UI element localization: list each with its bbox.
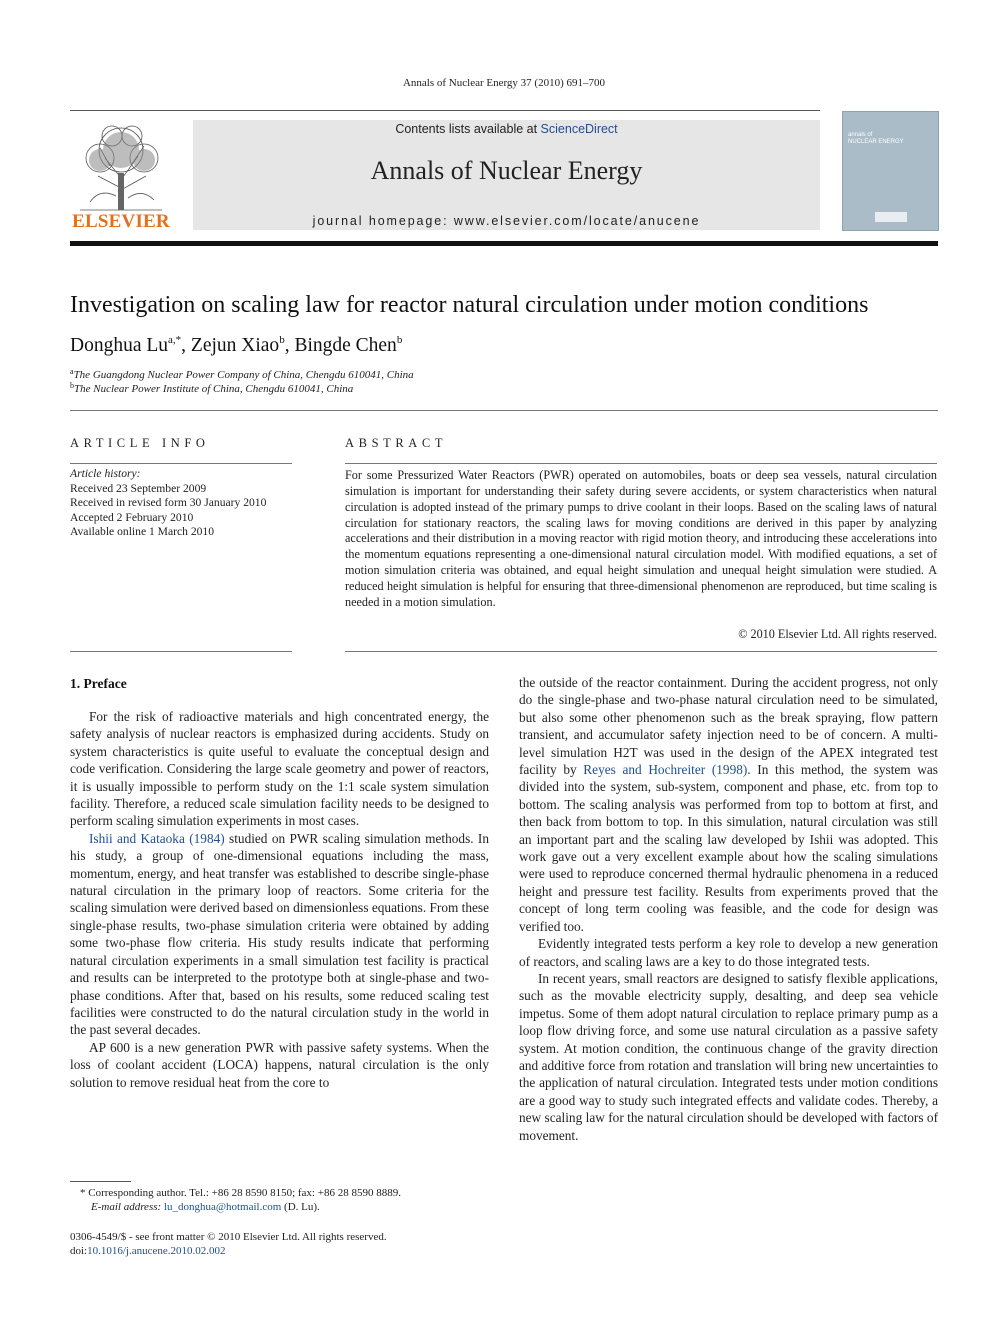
paragraph-text: the outside of the reactor containment. During the accident progress, not only do the single-phase and two-phase natural circulation need to be simulated, but also some other phenomenon such as the break spraying, flow pattern transient, and accumulator safety injection need to be of concern. A multi-level simulation H2T was used in the design of the APEX integrated test facility by bbox=[519, 675, 938, 778]
masthead-rule bbox=[70, 241, 938, 246]
front-matter-rule bbox=[70, 410, 938, 411]
article-title: Investigation on scaling law for reactor natural circulation under motion conditions bbox=[70, 292, 869, 318]
affiliation-mark: b bbox=[70, 381, 74, 390]
footnote-rule bbox=[70, 1181, 131, 1182]
body-paragraph: For the risk of radioactive materials and high concentrated energy, the safety analysis of nuclear reactors is emphasized during accidents. Study on system characteristics is quite useful to evaluate the conceptual design and code verification. Considering the large scale geometry and power of reactors, it is usually impossible to perform study on the 1:1 scale system simulation facility. Therefore, a reduced scale simulation facility needs to be designed to perform scaling simulation experiments in most cases. bbox=[70, 709, 489, 829]
journal-cover-thumbnail[interactable] bbox=[842, 111, 939, 231]
affiliation-text: The Nuclear Power Institute of China, Chengdu 610041, China bbox=[74, 383, 354, 395]
history-item: Accepted 2 February 2010 bbox=[70, 510, 194, 524]
article-info-heading: ARTICLE INFO bbox=[70, 436, 210, 450]
journal-homepage[interactable]: journal homepage: www.elsevier.com/locate/anucene bbox=[312, 214, 701, 228]
issn-line: 0306-4549/$ - see front matter © 2010 Elsevier Ltd. All rights reserved. bbox=[70, 1231, 387, 1243]
author-sep: , bbox=[181, 335, 191, 356]
cover-label-line-1: annals of bbox=[848, 132, 873, 138]
affiliation-mark: a bbox=[70, 367, 74, 376]
paragraph-text: . In this method, the system was divided into the system, sub-system, component and phase, etc. from top to bottom. The scaling analysis was performed from top to bottom at first, and then back from bottom to top. In this simulation, natural circulation was still an important part and the scaling law developed by Ishii was adopted. This work gave out a very excellent example about how the scaling simulations were used to reproduce concerned thermal hydraulic phenomena in a reduced height and pressure test facility. Results from experiments proved that the concept of long term cooling was feasible, and the code for design was verified too. bbox=[519, 762, 938, 934]
author-name[interactable]: Donghua Lu bbox=[70, 335, 169, 356]
affiliation-text: The Guangdong Nuclear Power Company of China, Chengdu 610041, China bbox=[73, 369, 414, 381]
history-item: Received 23 September 2009 bbox=[70, 481, 207, 495]
doi-label: doi: bbox=[70, 1245, 88, 1257]
abstract-heading: ABSTRACT bbox=[345, 436, 448, 450]
author-sup[interactable]: b bbox=[396, 334, 403, 346]
email-note bbox=[91, 1201, 320, 1213]
body-paragraph bbox=[70, 830, 489, 1039]
elsevier-wordmark: ELSEVIER bbox=[72, 211, 170, 232]
affiliation-b bbox=[70, 381, 353, 395]
body-column-right bbox=[519, 674, 938, 1144]
author-name[interactable]: Bingde Chen bbox=[294, 335, 397, 356]
author-sup[interactable]: b bbox=[279, 334, 285, 346]
article-info-rule bbox=[70, 463, 292, 464]
email-suffix: (D. Lu). bbox=[281, 1201, 320, 1213]
body-paragraph bbox=[519, 674, 938, 935]
cover-label bbox=[848, 132, 904, 146]
running-head: Annals of Nuclear Energy 37 (2010) 691–700 bbox=[402, 77, 606, 89]
history-item: Available online 1 March 2010 bbox=[70, 525, 215, 538]
journal-title: Annals of Nuclear Energy bbox=[370, 156, 643, 185]
sciencedirect-link[interactable]: ScienceDirect bbox=[540, 122, 618, 136]
email-label: E-mail address: bbox=[91, 1201, 164, 1213]
abstract-copyright: © 2010 Elsevier Ltd. All rights reserved. bbox=[738, 627, 937, 641]
history-label: Article history: bbox=[70, 467, 141, 480]
cover-publisher-mark bbox=[875, 212, 907, 222]
abstract-bottom-rule bbox=[345, 651, 937, 652]
citation-link[interactable]: Ishii and Kataoka (1984) bbox=[89, 830, 225, 846]
body-paragraph: Evidently integrated tests perform a key role to develop a new generation of reactors, and scaling laws are a key to do those integrated tests. bbox=[519, 936, 938, 969]
abstract-rule bbox=[345, 463, 937, 464]
author-sup[interactable]: a,* bbox=[168, 334, 182, 346]
citation-link[interactable]: Reyes and Hochreiter (1998) bbox=[583, 762, 748, 778]
corresponding-author-note: * Corresponding author. Tel.: +86 28 8590 8150; fax: +86 28 8590 8889. bbox=[80, 1187, 401, 1199]
contents-prefix: Contents lists available at bbox=[395, 122, 541, 136]
author-name[interactable]: Zejun Xiao bbox=[190, 335, 280, 356]
doi-link[interactable]: 10.1016/j.anucene.2010.02.002 bbox=[87, 1245, 226, 1257]
history-item: Received in revised form 30 January 2010 bbox=[70, 496, 267, 509]
doi-line bbox=[70, 1245, 226, 1257]
article-info-bottom-rule bbox=[70, 651, 292, 652]
email-link[interactable]: lu_donghua@hotmail.com bbox=[163, 1201, 282, 1213]
abstract-text: For some Pressurized Water Reactors (PWR) operated on automobiles, boats or deep sea vessels, natural circulation simulation is important for understanding their safety during severe accidents, or system characteristics when natural circulation is adopted instead of the primary pumps to drive coolant in their loops. Based on the scaling laws of natural circulation for stationary reactors, the scaling laws for moving conditions are derived in this paper by analyzing accelerations and their distribution in a moving reactor with rigid motion theory, and introducing these accelerations into the momentum equations representing a one-dimensional natural circulation model. With modified equations, a set of motion simulation criteria was obtained, and equal height simulation and unequal height simulation were studied. A reduced height simulation is helpful for ensuring that three-dimensional phenomenon are reproduced, but time scaling is needed in a motion simulation. bbox=[345, 468, 937, 609]
body-paragraph: AP 600 is a new generation PWR with passive safety systems. When the loss of coolant accident (LOCA) happens, natural circulation is the only solution to remove residual heat from the core to bbox=[70, 1039, 489, 1090]
paragraph-text: studied on PWR scaling simulation methods. In his study, a group of one-dimensional equations including the mass, momentum, energy, and heat transfer was established to describe single-phase natural circulation in the primary loop of reactors. Some criteria for the scaling simulation were derived based on dimensionless equations. From these single-phase results, two-phase simulation criteria were obtained by adding some two-phase flow criteria. His study results indicate that performing natural circulation experiments in a small simulation test facility is practical and results can be interpreted to the prototype both at single-phase and two-phase conditions. After that, based on his results, some reduced scaling test facilities were constructed to do the natural circulation study in the world in the past several decades. bbox=[70, 830, 490, 1038]
contents-line bbox=[193, 122, 820, 136]
affiliation-a bbox=[70, 367, 414, 381]
author-sep: , bbox=[284, 335, 295, 356]
cover-label-line-2: NUCLEAR ENERGY bbox=[848, 139, 904, 145]
body-column-left bbox=[70, 708, 489, 1091]
body-paragraph: In recent years, small reactors are designed to satisfy flexible applications, such as the movable electricity supply, desalting, and deep sea vehicle impetus. Some of them adopt natural circulation to replace primary pump as a loop flow driving force, and some use natural circulation as a passive safety system. At motion condition, the continuous change of the gravity direction and additive force from rotation and translation will bring new uncertainties to the application of natural circulation. Integrated tests under motion conditions are a good way to study such integrated effects and validate codes. Thereby, a new scaling law for the natural circulation should be developed with factors of movement. bbox=[519, 970, 938, 1143]
header-rule bbox=[70, 110, 820, 111]
section-title-text: 1. Preface bbox=[70, 676, 127, 691]
section-title bbox=[70, 675, 127, 693]
author-list bbox=[70, 334, 402, 357]
article-history bbox=[70, 467, 266, 540]
